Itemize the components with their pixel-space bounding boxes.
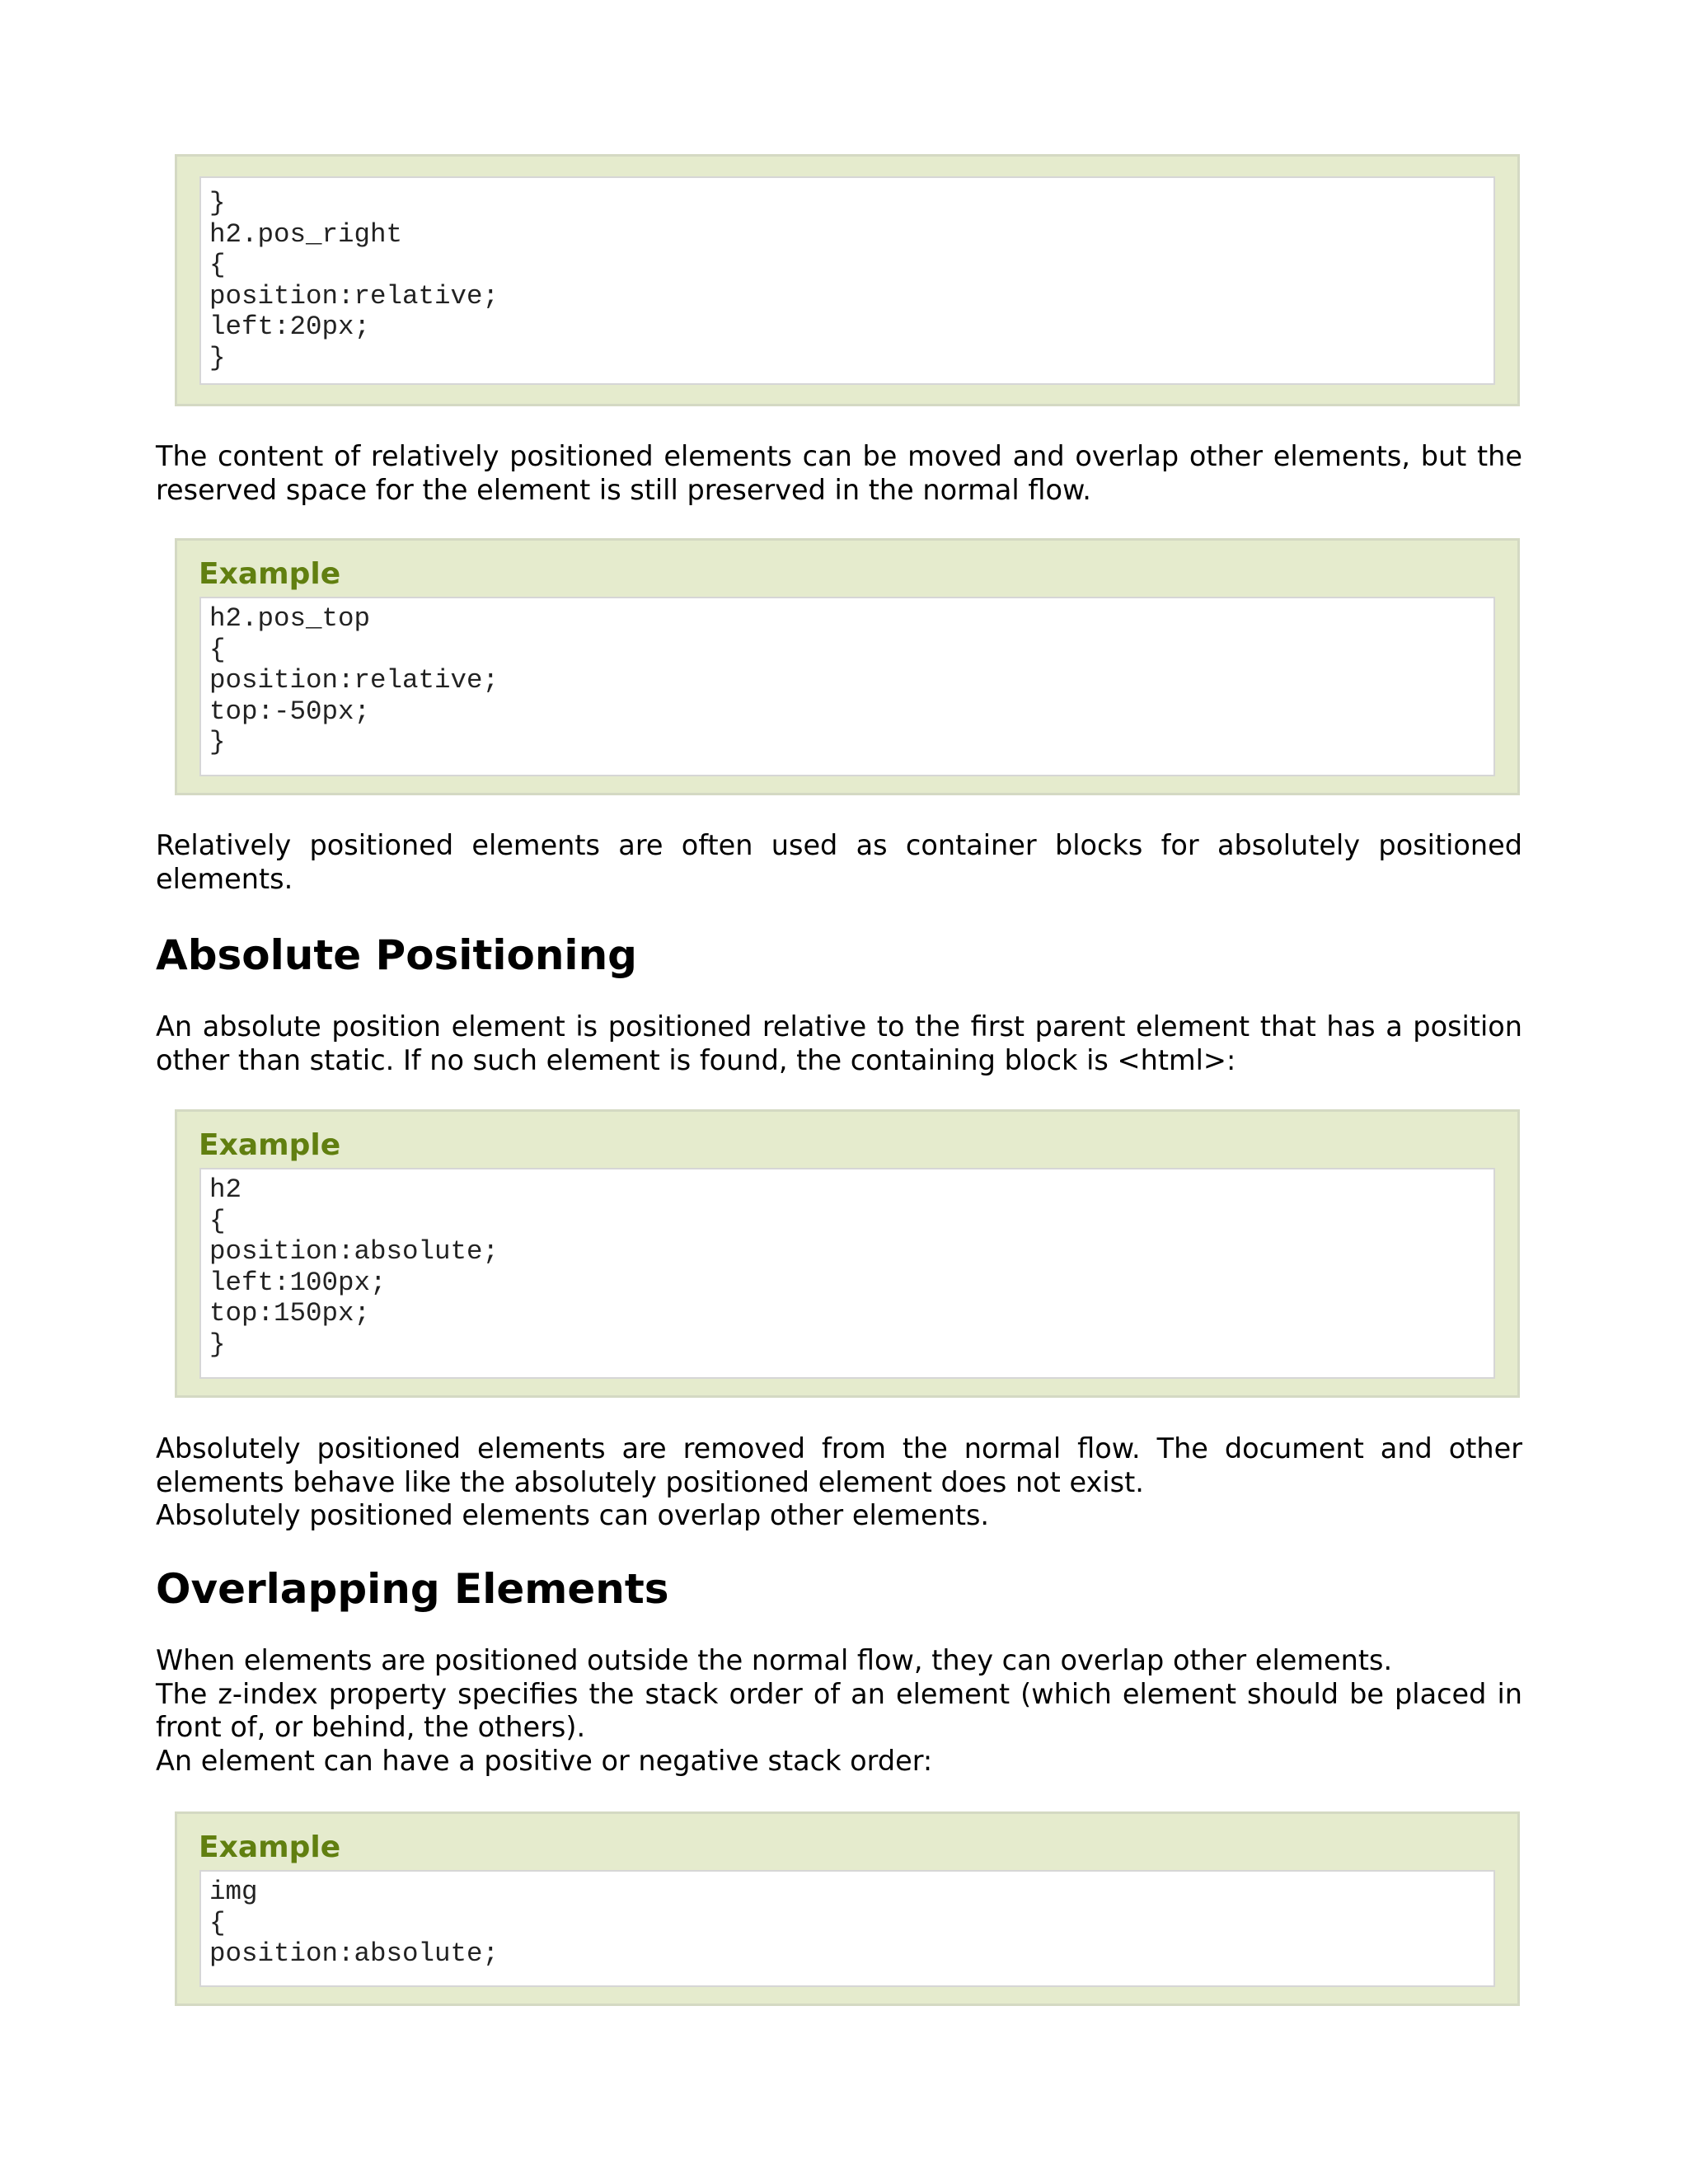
paragraph — [156, 1644, 1522, 1778]
paragraph-line: front of, or behind, the others). — [156, 1711, 586, 1743]
paragraph-line: elements behave like the absolutely positioned element does not exist. — [156, 1465, 1144, 1498]
paragraph — [156, 829, 1522, 896]
code-line: } — [209, 727, 226, 758]
paragraph-line: An absolute position element is positioned relative to the first parent element that has a position — [156, 1010, 1522, 1043]
code-line: { — [209, 634, 226, 665]
section-heading: Overlapping Elements — [156, 1565, 669, 1613]
paragraph-line: elements. — [156, 862, 293, 895]
code-line: } — [209, 342, 226, 373]
section-heading: Absolute Positioning — [156, 931, 637, 979]
code-example-box — [175, 538, 1520, 795]
paragraph-line: The z-index property specifies the stack order of an element (which element should be placed in — [156, 1677, 1522, 1710]
example-heading: Example — [199, 1128, 341, 1162]
code-panel — [199, 597, 1495, 776]
code-panel — [199, 1168, 1495, 1379]
paragraph-line: Absolutely positioned elements can overlap other elements. — [156, 1499, 990, 1531]
paragraph — [156, 1432, 1522, 1533]
code-line: top:150px; — [209, 1298, 371, 1329]
paragraph — [156, 440, 1522, 507]
paragraph — [156, 1010, 1522, 1077]
code-example-box — [175, 1811, 1520, 2006]
code-line: position:absolute; — [209, 1938, 499, 1970]
example-heading: Example — [199, 1830, 341, 1864]
code-line: position:relative; — [209, 665, 499, 696]
code-line: { — [209, 250, 226, 281]
code-line: h2 — [209, 1174, 242, 1205]
code-line: img — [209, 1877, 258, 1907]
code-line: } — [209, 1329, 226, 1360]
paragraph-line: Relatively positioned elements are often used as container blocks for absolutely positioned — [156, 829, 1522, 861]
code-line: h2.pos_top — [209, 603, 371, 634]
code-line: left:20px; — [209, 312, 371, 343]
paragraph-line: The content of relatively positioned elements can be moved and overlap other elements, but the — [156, 440, 1522, 472]
code-example-box — [175, 1109, 1520, 1398]
code-line: position:absolute; — [209, 1236, 499, 1268]
paragraph-line: An element can have a positive or negative stack order: — [156, 1744, 933, 1777]
code-line: { — [209, 1907, 226, 1938]
code-panel — [199, 176, 1495, 385]
code-line: top:-50px; — [209, 696, 371, 727]
code-line: position:relative; — [209, 280, 499, 312]
code-line: left:100px; — [209, 1267, 387, 1298]
paragraph-line: other than static. If no such element is found, the containing block is <html>: — [156, 1043, 1236, 1076]
paragraph-line: Absolutely positioned elements are removed from the normal flow. The document and other — [156, 1432, 1522, 1465]
code-example-box — [175, 154, 1520, 406]
paragraph-line: When elements are positioned outside the normal flow, they can overlap other elements. — [156, 1644, 1393, 1676]
code-line: h2.pos_right — [209, 218, 403, 250]
code-panel — [199, 1870, 1495, 1987]
example-heading: Example — [199, 557, 341, 591]
code-line: { — [209, 1205, 226, 1236]
code-line: } — [209, 188, 226, 218]
paragraph-line: reserved space for the element is still preserved in the normal flow. — [156, 473, 1091, 506]
